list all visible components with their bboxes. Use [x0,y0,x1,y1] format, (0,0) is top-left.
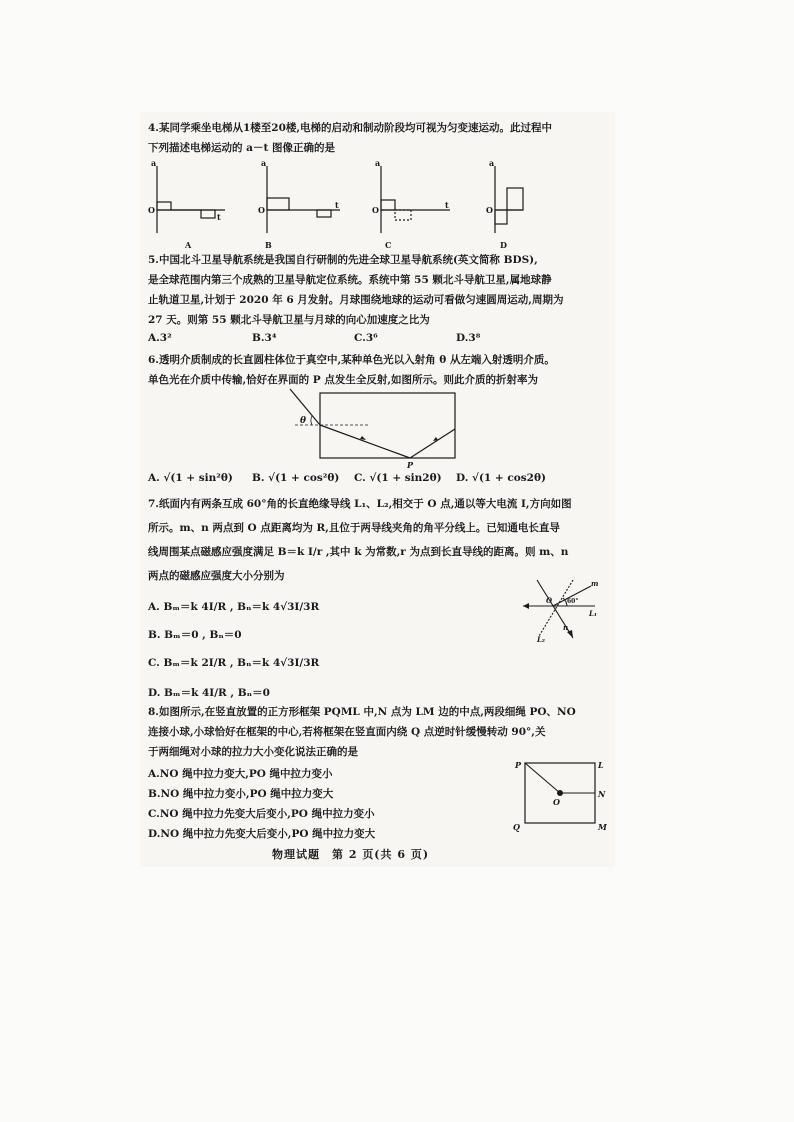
graph-d-label: D [500,240,507,250]
q6-line-1: 6.透明介质制成的长直圆柱体位于真空中,某种单色光以入射角 θ 从左端入射透明介质。 [148,354,555,366]
q7-o-label: O [546,596,553,605]
graph-a-axis-t: t [217,212,221,222]
q8-q-label: Q [513,822,520,832]
q6-option-d: D. √(1 + cos2θ) [456,472,546,484]
q7-l1-label: L₁ [589,609,597,618]
q7-line-1: 7.纸面内有两条互成 60°角的长直绝缘导线 L₁、L₂,相交于 O 点,通以等大电流 I,方向如图 [148,498,572,510]
q8-line-2: 连接小球,小球恰好在框架的中心,若将框架在竖直面内绕 Q 点逆时针缓慢转动 90°,关 [148,726,546,738]
q7-line-3: 线周围某点磁感应强度满足 B＝k I/r ,其中 k 为常数,r 为点到长直导线的距离。则 m、n [148,546,569,558]
q6-option-a: A. √(1 + sin²θ) [148,472,233,484]
q8-frame-figure [505,758,610,833]
q7-option-b: B. Bₘ＝0 , Bₙ＝0 [148,629,242,641]
q7-n-label: n [563,623,569,632]
q7-option-c: C. Bₘ＝k 2I/R , Bₙ＝k 4√3I/3R [148,657,320,669]
q8-m-label: M [598,822,607,832]
q8-option-a: A.NO 绳中拉力变大,PO 绳中拉力变小 [148,768,333,780]
q6-option-b: B. √(1 + cos²θ) [252,472,340,484]
q6-p-label: P [407,460,414,469]
question-4 [148,118,608,158]
q6-option-c: C. √(1 + sin2θ) [354,472,442,484]
q8-line-3: 于两细绳对小球的拉力大小变化说法正确的是 [148,746,358,758]
graph-a-origin: O [148,205,155,215]
question-6 [148,350,608,390]
q8-option-b: B.NO 绳中拉力变小,PO 绳中拉力变大 [148,788,334,800]
q7-options [148,590,488,700]
graph-d-origin: O [486,205,493,215]
q5-option-d: D.3⁸ [456,332,481,344]
q4-graphs [145,158,525,250]
q4-line-1: 4.某同学乘坐电梯从1楼至20楼,电梯的启动和制动阶段均可视为匀变速运动。此过程中 [148,122,553,134]
q6-options [148,472,608,490]
q5-option-c: C.3⁶ [354,332,378,344]
q6-cylinder-figure [270,385,470,469]
question-5 [148,250,608,330]
graph-a-label: A [185,240,192,250]
q5-line-4: 27 天。则第 55 颗北斗导航卫星与月球的向心加速度之比为 [148,314,430,326]
q7-angle-label: 60° [567,598,579,605]
q7-line-4: 两点的磁感应强度大小分别为 [148,570,285,582]
q8-option-c: C.NO 绳中拉力先变大后变小,PO 绳中拉力变小 [148,808,375,820]
graph-d-axis-a: a [489,158,495,168]
q8-o-label: O [553,797,560,807]
page-footer: 物理试题 第 2 页(共 6 页) [272,848,430,861]
q7-wire-figure [515,572,600,644]
q6-theta-label: θ [300,416,307,426]
q8-n-label: N [598,789,606,799]
question-8 [148,702,608,762]
graph-a-axis-a: a [151,158,157,168]
q5-line-2: 是全球范围内第三个成熟的卫星导航定位系统。系统中第 55 颗北斗导航卫星,属地球静 [148,274,552,286]
q8-line-1: 8.如图所示,在竖直放置的正方形框架 PQML 中,N 点为 LM 边的中点,两段细绳 PO、NO [148,706,576,718]
q4-line-2: 下列描述电梯运动的 a－t 图像正确的是 [148,142,335,154]
q8-options [148,764,488,844]
q8-option-d: D.NO 绳中拉力先变大后变小,PO 绳中拉力变大 [148,828,376,840]
graph-b-label: B [265,240,272,250]
graph-b-origin: O [258,205,265,215]
q7-option-a: A. Bₘ＝k 4I/R , Bₙ＝k 4√3I/3R [148,601,320,613]
graph-c-label: C [385,240,392,250]
q7-m-label: m [591,579,599,588]
q5-option-a: A.3² [148,332,172,344]
q5-options [148,330,608,350]
q5-line-3: 止轨道卫星,计划于 2020 年 6 月发射。月球围绕地球的运动可看做匀速圆周运动,周期为 [148,294,564,306]
q7-l2-label: L₂ [537,635,545,644]
q7-line-2: 所示。m、n 两点到 O 点距离均为 R,且位于两导线夹角的角平分线上。已知通电长直导 [148,522,560,534]
graph-b-axis-t: t [335,200,339,210]
graph-c-origin: O [372,205,379,215]
graph-c-axis-a: a [375,158,381,168]
q8-p-label: P [515,760,522,770]
q8-l-label: L [598,760,604,770]
q5-line-1: 5.中国北斗卫星导航系统是我国自行研制的先进全球卫星导航系统(英文简称 BDS), [148,254,538,266]
q6-line-2: 单色光在介质中传输,恰好在界面的 P 点发生全反射,如图所示。则此介质的折射率为 [148,374,539,386]
q5-option-b: B.3⁴ [252,332,277,344]
graph-c-axis-t: t [445,200,449,210]
graph-b-axis-a: a [261,158,267,168]
q7-option-d: D. Bₘ＝k 4I/R , Bₙ＝0 [148,687,270,699]
